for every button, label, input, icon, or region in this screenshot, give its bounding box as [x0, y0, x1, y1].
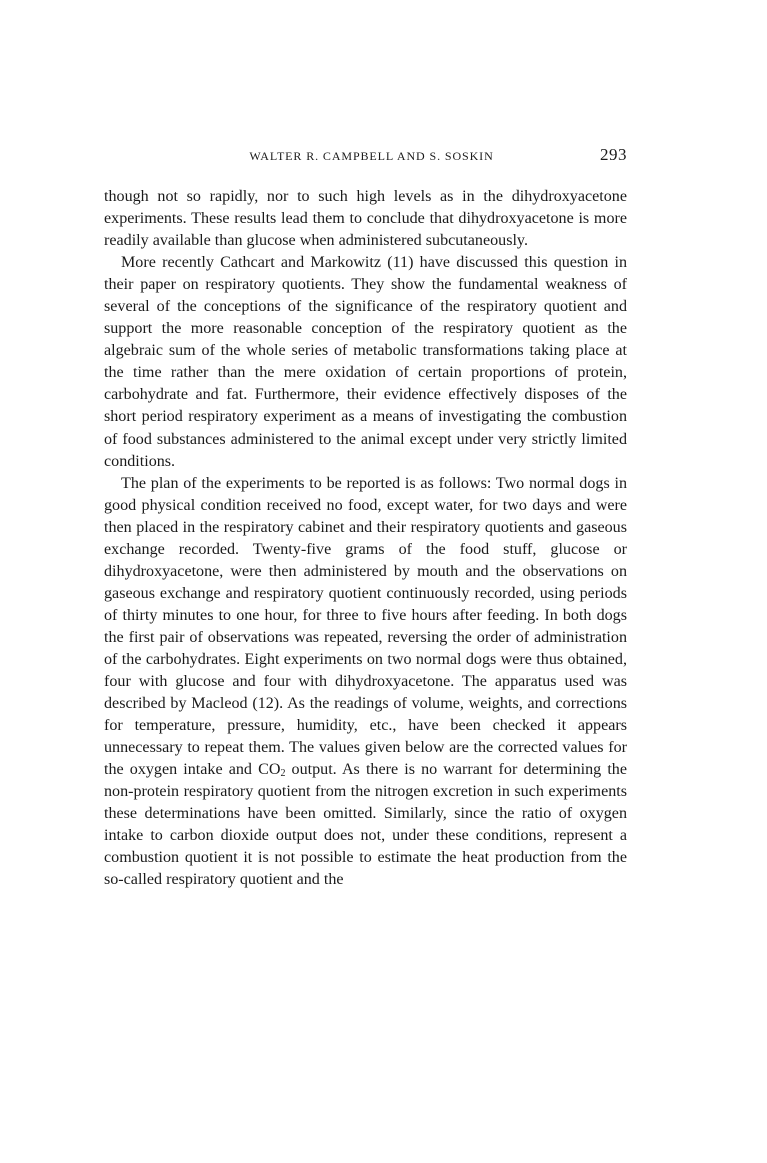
paragraph-experiment-plan — [104, 473, 627, 892]
running-header — [104, 146, 627, 168]
co2-subscript: 2 — [280, 768, 286, 780]
page-number: 293 — [600, 145, 627, 164]
document-page — [104, 146, 627, 892]
experiment-plan-text-part1: The plan of the experiments to be reported is as follows: Two normal dogs in good physical condition received no food, except water, for two days and were then placed in the respiratory cabinet and their respiratory quotients and gaseous exchange recorded. Twenty-five grams of the food stuff, glucose or dihydroxyacetone, were then administered by mouth and the observations on gaseous exchange and respiratory quotient continuously recorded, using periods of thirty minutes to one hour, for three to five hours after feeding. In both dogs the first pair of observations was repeated, reversing the order of administration of the carbohydrates. Eight experiments on two normal dogs were thus obtained, four with glucose and four with dihydroxyacetone. The apparatus used was described by Macleod (12). As the readings of volume, weights, and corrections for temperature, pressure, humidity, etc., have been checked it appears unnecessary to repeat them. The values given below are the corrected values for the oxygen intake and — [104, 474, 627, 779]
running-title: WALTER R. CAMPBELL AND S. SOSKIN — [249, 149, 494, 163]
co2-formula — [258, 761, 285, 778]
body-text — [104, 186, 627, 892]
paragraph-cathcart-markowitz: More recently Cathcart and Markowitz (11) have discussed this question in their paper on respiratory quotients. They show the fundamental weakness of several of the conceptions of the significance of the respiratory quotient and support the more reasonable conception of the respiratory quotient as the algebraic sum of the whole series of metabolic transformations taking place at the time rather than the mere oxidation of certain proportions of protein, carbohydrate and fat. Furthermore, their evidence effectively disposes of the short period respiratory experiment as a means of investigating the combustion of food substances administered to the animal except under very strictly limited conditions. — [104, 254, 627, 470]
paragraph-continuation: though not so rapidly, nor to such high levels as in the dihydroxyacetone experiments. These results lead them to conclude that dihydroxyacetone is more readily available than glucose when administered subcutaneously. — [104, 188, 627, 250]
experiment-plan-text-part2: output. As there is no warrant for determining the non-protein respiratory quotient from the nitrogen excretion in such experiments these determinations have been omitted. Similarly, since the ratio of oxygen intake to carbon dioxide output does not, under these conditions, represent a combustion quotient it is not possible to estimate the heat production from the so-called respiratory quotient and the — [104, 761, 627, 889]
co2-base: CO — [258, 761, 281, 779]
